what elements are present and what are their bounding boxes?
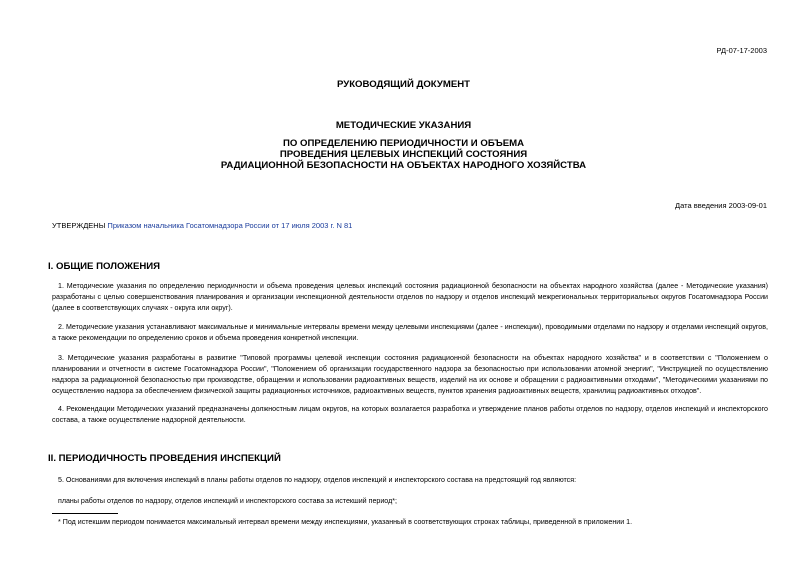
section-heading-general: I. ОБЩИЕ ПОЛОЖЕНИЯ — [48, 261, 161, 272]
effective-date: Дата введения 2003-09-01 — [675, 201, 767, 210]
approval-order-link[interactable]: Приказом начальника Госатомнадзора России от 17 июля 2003 г. N 81 — [107, 221, 353, 230]
paragraph: планы работы отделов по надзору, отделов инспекций и инспекторского состава за истекший период*; — [58, 497, 397, 505]
section-heading-periodicity: II. ПЕРИОДИЧНОСТЬ ПРОВЕДЕНИЯ ИНСПЕКЦИЙ — [48, 453, 281, 464]
document-title — [0, 138, 807, 171]
footnote: * Под истекшим периодом понимается максимальный интервал времени между инспекциями, указанный в соответствующих строках таблицы, приведенной в приложении 1. — [58, 518, 633, 526]
document-code: РД-07-17-2003 — [716, 46, 767, 55]
footnote-divider — [52, 513, 118, 514]
paragraph: 2. Методические указания устанавливают максимальные и минимальные интервалы времени между целевыми инспекциями (далее - инспекции), проводимыми отделами по надзору и отделами инспекций округов, а также рекомендации по определению сроков и объема проведения конкретной инспекции. — [52, 323, 768, 342]
approval-line — [52, 221, 352, 230]
approval-prefix: УТВЕРЖДЕНЫ — [52, 221, 108, 230]
title-line: ПРОВЕДЕНИЯ ЦЕЛЕВЫХ ИНСПЕКЦИЙ СОСТОЯНИЯ — [279, 149, 528, 160]
paragraph: 5. Основаниями для включения инспекций в планы работы отделов по надзору, отделов инспекций и инспекторского состава на предстоящий год являются: — [58, 476, 577, 484]
paragraph: 4. Рекомендации Методических указаний предназначены должностным лицам округов, на которых возлагается разработка и утверждение планов работы отделов по надзору, отделов инспекций и инспекторского состава, а также осуществление надзорной деятельности. — [52, 405, 768, 424]
document-type-heading: РУКОВОДЯЩИЙ ДОКУМЕНТ — [336, 79, 471, 90]
paragraph: 3. Методические указания разработаны в развитие "Типовой программы целевой инспекции состояния радиационной безопасности на объектах народного хозяйства" и в соответствии с "Положением о планировании и отчетности в системе Госатомнадзора России", "Положением об организации государственного надзора за безопасностью при использовании атомной энергии", "Инструкцией по осуществлению надзора за радиационной безопасностью при производстве, обращении и использовании радиоактивных веществ, изделий на их основе и обращении с радиоактивными отходами", "Методическими указаниями по осуществлению надзора за обеспечением физической защиты радиационных источников, радиоактивных веществ, пунктов хранения радиоактивных веществ, хранилищ радиоактивных отходов". — [52, 354, 768, 395]
document-kind-heading: МЕТОДИЧЕСКИЕ УКАЗАНИЯ — [335, 120, 472, 131]
title-line: ПО ОПРЕДЕЛЕНИЮ ПЕРИОДИЧНОСТИ И ОБЪЕМА — [282, 138, 525, 149]
title-line: РАДИАЦИОННОЙ БЕЗОПАСНОСТИ НА ОБЪЕКТАХ НАРОДНОГО ХОЗЯЙСТВА — [220, 160, 587, 171]
paragraph: 1. Методические указания по определению периодичности и объема проведения целевых инспекций состояния радиационной безопасности на объектах народного хозяйства (далее - Методические указания) разработаны с целью совершенствования планирования и организации инспекционной деятельности отделов по надзору и отделов инспекций межрегиональных территориальных округов Госатомнадзора России (далее в соответствующих случаях - округа или округ). — [52, 282, 768, 312]
